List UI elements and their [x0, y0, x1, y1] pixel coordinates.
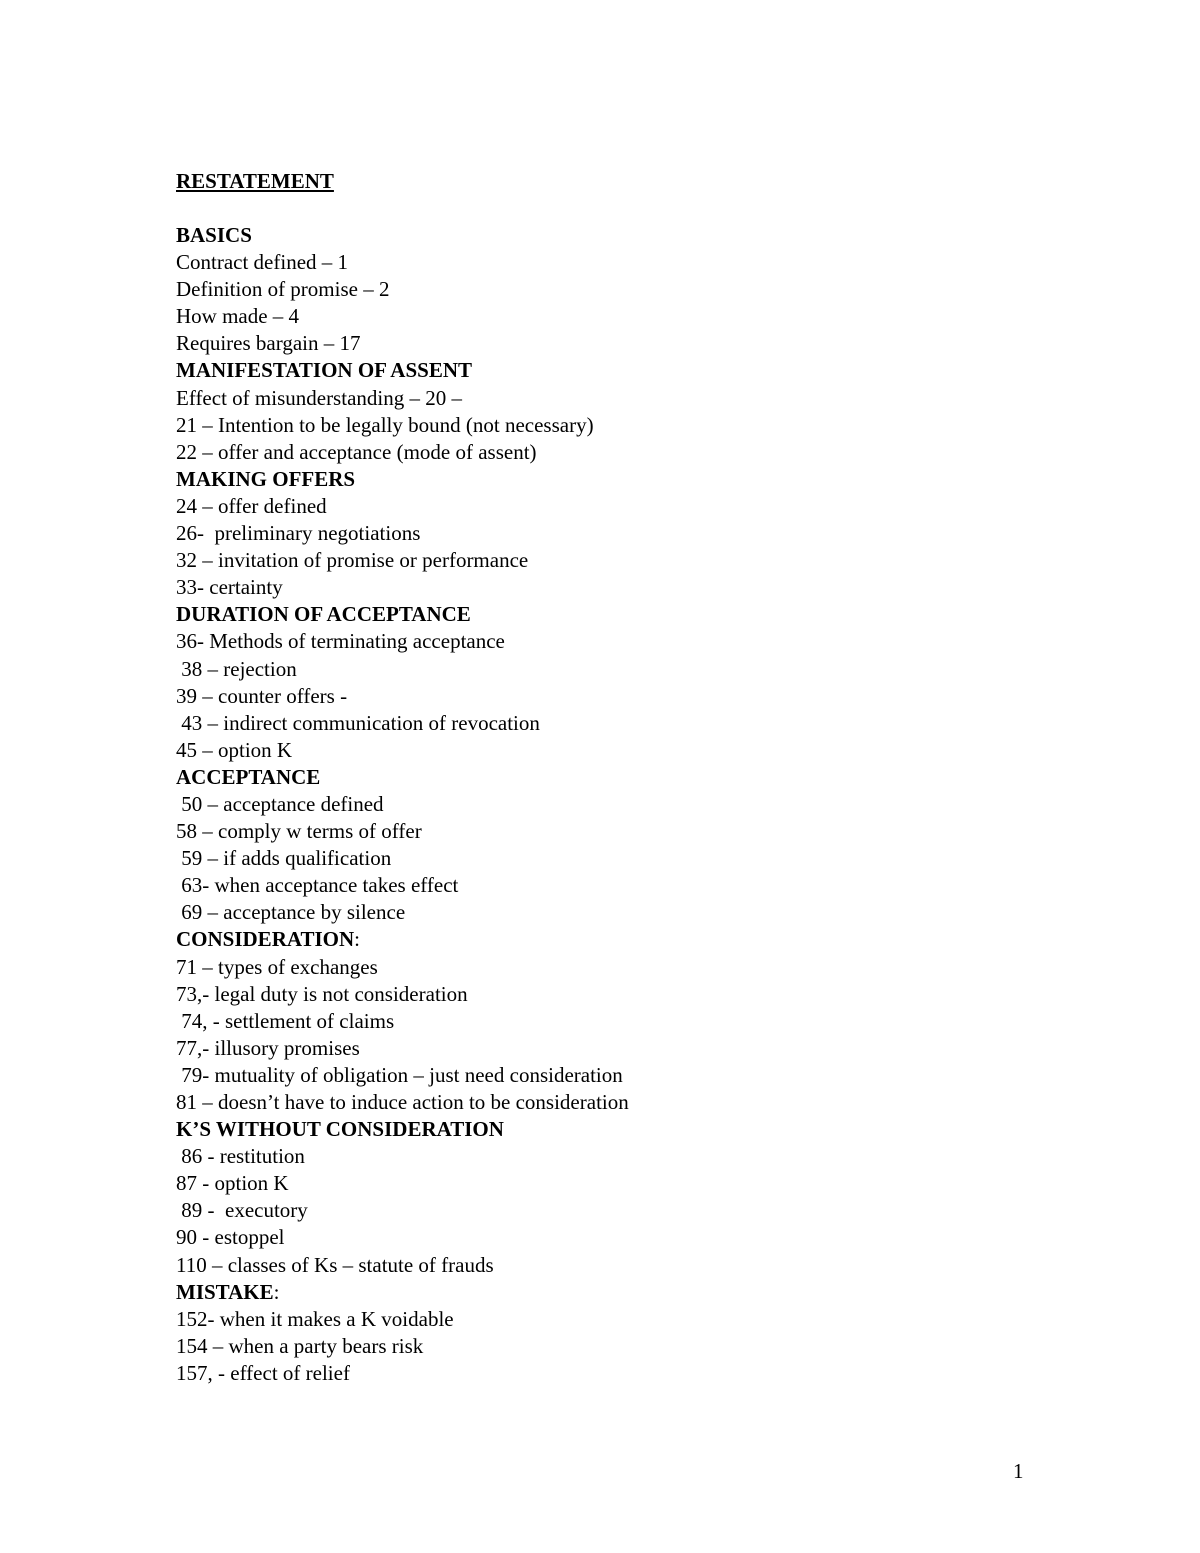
section-entry: 59 – if adds qualification: [176, 846, 392, 871]
section-entry: 33- certainty: [176, 575, 283, 600]
section-entry: How made – 4: [176, 304, 300, 329]
section-entry: 36- Methods of terminating acceptance: [176, 629, 505, 654]
section-entry: 71 – types of exchanges: [176, 954, 378, 979]
section-heading-basics: [176, 222, 1076, 249]
section-entry: 74, - settlement of claims: [176, 1008, 395, 1033]
page-number: 1: [1013, 1459, 1024, 1483]
section-entry: 154 – when a party bears risk: [176, 1333, 424, 1358]
section-entry: 86 - restitution: [176, 1144, 305, 1169]
document-body: [176, 168, 1076, 1387]
section-heading-text: MANIFESTATION OF ASSENT: [176, 358, 472, 383]
section-entry: 157, - effect of relief: [176, 1360, 350, 1385]
section-entry: 26- preliminary negotiations: [176, 521, 421, 546]
section-heading-ks-without-consideration: [176, 1116, 1076, 1143]
section-heading-mistake: [176, 1279, 1076, 1306]
section-entry: 87 - option K: [176, 1171, 289, 1196]
section-entry: 39 – counter offers -: [176, 683, 348, 708]
section-heading-suffix: :: [354, 927, 360, 952]
section-entry: 73,- legal duty is not consideration: [176, 981, 468, 1006]
section-heading-text: BASICS: [176, 223, 252, 247]
section-entry: 38 – rejection: [176, 656, 297, 681]
section-heading-consideration: [176, 926, 1076, 953]
section-heading-making-offers: [176, 466, 1076, 493]
section-entry: 32 – invitation of promise or performance: [176, 548, 529, 573]
section-entry: Requires bargain – 17: [176, 331, 361, 356]
section-entry: 90 - estoppel: [176, 1225, 285, 1250]
section-heading-text: CONSIDERATION: [176, 927, 355, 952]
section-entry: 45 – option K: [176, 737, 293, 762]
section-entry: 77,- illusory promises: [176, 1035, 360, 1060]
section-entry: Contract defined – 1: [176, 250, 349, 275]
section-heading-text: K’S WITHOUT CONSIDERATION: [176, 1117, 504, 1142]
section-heading-suffix: :: [273, 1279, 280, 1304]
section-heading-duration-of-acceptance: [176, 601, 1076, 628]
section-entry: 58 – comply w terms of offer: [176, 819, 422, 844]
section-entry: 69 – acceptance by silence: [176, 900, 406, 925]
section-entry: 79- mutuality of obligation – just need consideration: [176, 1062, 623, 1087]
section-entry: 63- when acceptance takes effect: [176, 873, 459, 898]
section-entry: 24 – offer defined: [176, 493, 327, 518]
section-entry: 22 – offer and acceptance (mode of assent): [176, 439, 537, 464]
section-heading-acceptance: [176, 764, 1076, 791]
section-entry: 43 – indirect communication of revocation: [176, 710, 540, 735]
document-title: RESTATEMENT: [176, 169, 334, 193]
section-entry: Effect of misunderstanding – 20 –: [176, 385, 462, 410]
section-heading-text: MAKING OFFERS: [176, 466, 356, 491]
section-entry: 50 – acceptance defined: [176, 791, 384, 816]
section-heading-text: MISTAKE: [176, 1279, 274, 1304]
section-entry: 110 – classes of Ks – statute of frauds: [176, 1252, 494, 1277]
section-entry: 89 - executory: [176, 1198, 308, 1223]
section-entry: 152- when it makes a K voidable: [176, 1306, 454, 1331]
section-entry: 21 – Intention to be legally bound (not necessary): [176, 412, 594, 437]
section-heading-text: DURATION OF ACCEPTANCE: [176, 602, 471, 627]
section-heading-text: ACCEPTANCE: [176, 764, 321, 789]
section-entry: Definition of promise – 2: [176, 277, 390, 302]
section-entry: 81 – doesn’t have to induce action to be consideration: [176, 1090, 629, 1114]
section-heading-manifestation-of-assent: [176, 357, 1076, 384]
